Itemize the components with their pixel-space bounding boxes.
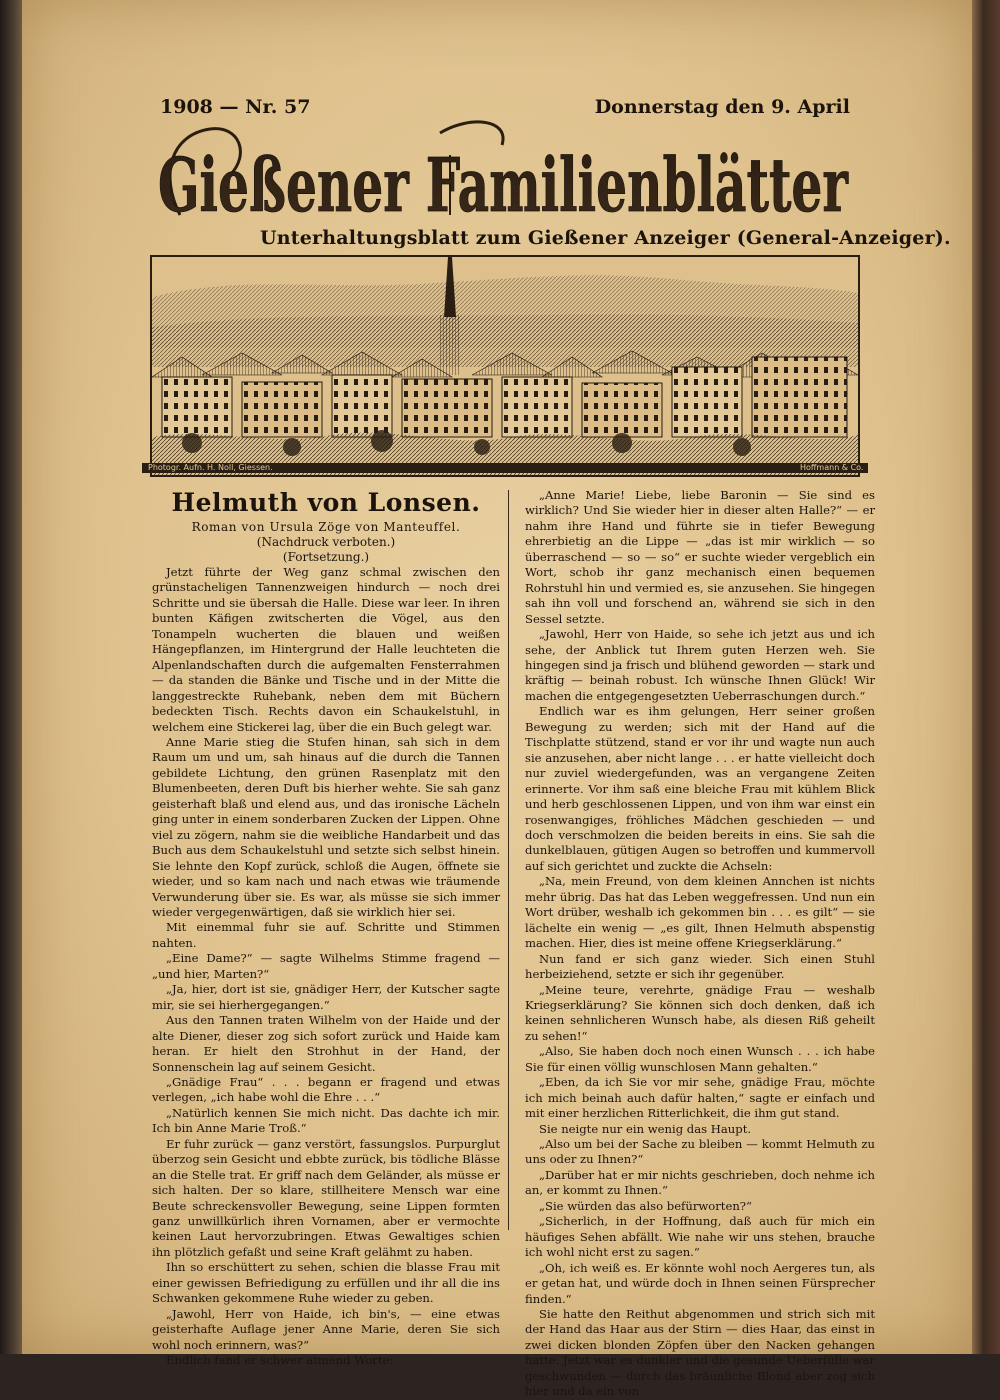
article-paragraph: „Ja, hier, dort ist sie, gnädiger Herr, der Kutscher sagte mir, sie sei hierhergegangen.“ <box>152 982 500 1012</box>
article-paragraph: „Meine teure, verehrte, gnädige Frau — weshalb Kriegserklärung? Sie können sich doch denken, daß ich keinen sehnlicheren Wunsch habe, als diesen Riß geheilt zu sehen!“ <box>525 982 875 1043</box>
book-spine <box>0 0 22 1354</box>
right-paragraphs <box>525 488 875 1400</box>
engraver-mark: Hoffmann & Co. <box>800 463 864 472</box>
article-paragraph: Er fuhr zurück — ganz verstört, fassungslos. Purpurglut überzog sein Gesicht und ebbte zurück, bis tödliche Blässe an die Stelle trat. Er griff nach dem Geländer, als müsse er sich halten. Der so klare, stillheitere Mensch war eine Beute schreckensvoller Bewegung, seine Lippen formten ganz unwillkürlich ihren Vornamen, aber er vermochte keinen Laut hervorzubringen. Etwas Gewaltiges schien ihn plötzlich gefaßt und seine Kraft gelähmt zu haben. <box>152 1136 500 1259</box>
masthead-title <box>150 115 860 245</box>
article-paragraph: „Gnädige Frau“ . . . begann er fragend und etwas verlegen, „ich habe wohl die Ehre . . .“ <box>152 1074 500 1105</box>
masthead-lettering <box>150 115 860 227</box>
article-paragraph: „Jawohl, Herr von Haide, so sehe ich jetzt aus und ich sehe, der Anblick tut Ihrem guten Herzen weh. Sie hingegen sind ja frisch und blühend geworden — stark und kräftig — beinah robust. Ich wünsche Ihnen Glück! Wir machen die entgegengesetzten Ueberraschungen durch.“ <box>525 627 875 703</box>
article-paragraph: „Eine Dame?“ — sagte Wilhelms Stimme fragend — „und hier, Marten?“ <box>152 951 500 981</box>
article-paragraph: „Anne Marie! Liebe, liebe Baronin — Sie sind es wirklich? Und Sie wieder hier in dieser alten Halle?“ — er nahm ihre Hand und führte sie in tiefer Bewegung ehrerbietig an die Lippe — „das ist mir wirklich — so überraschend — so — so“ er suchte wieder vergeblich ein Wort, schob ihr ganz mechanisch einen bequemen Rohrstuhl hin und vermied es, sie anzusehen. Sie hingegen sah ihn voll und forschend an, während sie sich in den Sessel setzte. <box>525 488 875 626</box>
article-paragraph: „Oh, ich weiß es. Er könnte wohl noch Aergeres tun, als er getan hat, und würde doch in Ihnen seinen Fürsprecher finden.“ <box>525 1260 875 1306</box>
issue-number: 1908 — Nr. 57 <box>160 96 311 118</box>
masthead-title-text: Gießener Familienblätter <box>158 143 849 227</box>
article-paragraph: Aus den Tannen traten Wilhelm von der Haide und der alte Diener, dieser zog sich sofort zurück und Haide kam heran. Er hielt den Strohhut in der Hand, der Sonnenschein lag auf seinem Gesicht. <box>152 1013 500 1074</box>
article-paragraph: „Also um bei der Sache zu bleiben — kommt Helmuth zu uns oder zu Ihnen?“ <box>525 1137 875 1167</box>
masthead-subtitle: Unterhaltungsblatt zum Gießener Anzeiger (General-Anzeiger). <box>260 227 951 249</box>
article-paragraph: Jetzt führte der Weg ganz schmal zwischen den grünstacheligen Tannenzweigen hindurch — noch drei Schritte und sie übersah die Halle. Diese war leer. In ihren bunten Käfigen zwitscherten die Vögel, aus den Tonampeln wucherten die blauen und weißen Hängepflanzen, im Hintergrund der Halle leuchteten die Alpenlandschaften durch die aufgemalten Fensterrahmen — da standen die Bänke und Tische und in der Mitte die langgestreckte Ruhebank, neben dem mit Büchern bedeckten Tisch. Rechts davon ein Schaukelstuhl, in welchem eine Stickerei lag, über die ein Buch gelegt war. <box>152 565 500 734</box>
article-paragraph: „Natürlich kennen Sie mich nicht. Das dachte ich mir. Ich bin Anne Marie Troß.“ <box>152 1105 500 1136</box>
photo-credit: Photogr. Aufn. H. Noll, Giessen. <box>148 463 273 472</box>
article-paragraph: Sie hatte den Reithut abgenommen und strich sich mit der Hand das Haar aus der Stirn — dies Haar, das einst in zwei dicken blonden Zöpfen über den Nacken gehangen hatte. Jetzt war es dunkler und die gesunde Ueberfülle war geschwunden — durch das bräunliche Blond aber zog sich hier und da ein von <box>525 1307 875 1399</box>
column-divider <box>508 490 509 1230</box>
left-paragraphs <box>152 565 500 1369</box>
left-column <box>152 488 500 1369</box>
article-paragraph: Nun fand er sich ganz wieder. Sich einen Stuhl herbeiziehend, setzte er sich ihr gegenüber. <box>525 951 875 982</box>
reprint-note: (Nachdruck verboten.) <box>256 535 396 549</box>
article-paragraph: „Eben, da ich Sie vor mir sehe, gnädige Frau, möchte ich mich beinah auch dafür halten,“ sagte er einfach und mit einer herzlichen Ritterlichkeit, die ihm gut stand. <box>525 1075 875 1121</box>
article-paragraph: Endlich war es ihm gelungen, Herr seiner großen Bewegung zu werden; sich mit der Hand auf die Tischplatte stützend, stand er vor ihr und wagte nun auch sie anzusehen, aber nicht lange . . . er hatte vielleicht doch nur zuviel wiedergefunden, was an vergangene Zeiten erinnerte. Vor ihm saß eine bleiche Frau mit kühlem Blick und herb geschlossenen Lippen, und von ihm war einst ein rosenwangiges, fröhliches Mädchen geschieden — und doch verschmolzen die beiden bereits in eins. Sie sah die dunkelblauen, gütigen Augen so betroffen und kummervoll auf sich gerichtet und zuckte die Achseln: <box>525 704 875 873</box>
article-paragraph: Anne Marie stieg die Stufen hinan, sah sich in dem Raum um und um, sah hinaus auf die durch die Tannen gebildete Lichtung, den grünen Rasenplatz mit den Blumenbeeten, deren Duft bis hierher wehte. Sie sah ganz geisterhaft blaß und elend aus, und das ironische Lächeln ging unter in einem sonderbaren Zucken der Lippen. Ohne viel zu zögern, nahm sie die weibliche Handarbeit und das Buch aus dem Schaukelstuhl und setzte sich selbst hinein. Sie lehnte den Kopf zurück, schloß die Augen, öffnete sie wieder, und so kam nach und nach etwas wie träumende Verwunderung über sie. Es war, als müsse sie sich immer wieder vergegenwärtigen, daß sie wirklich hier sei. <box>152 734 500 919</box>
article-paragraph: Endlich fand er schwer atmend Worte: <box>166 1353 394 1368</box>
article-paragraph: „Darüber hat er mir nichts geschrieben, doch nehme ich an, er kommt zu Ihnen.“ <box>525 1167 875 1198</box>
right-column <box>525 488 875 1400</box>
article-paragraph: „Sicherlich, in der Hoffnung, daß auch für mich ein häufiges Sehen abfällt. Wie nahe wir uns stehen, brauche ich wohl nicht erst zu sagen.“ <box>525 1214 875 1260</box>
city-illustration <box>152 257 858 475</box>
article-paragraph: „Sie würden das also befürworten?“ <box>539 1198 752 1213</box>
city-engraving <box>150 255 860 477</box>
story-byline: Roman von Ursula Zöge von Manteuffel. <box>191 520 461 534</box>
article-paragraph: Sie neigte nur ein wenig das Haupt. <box>539 1121 752 1136</box>
book-edge <box>972 0 1000 1354</box>
issue-date: Donnerstag den 9. April <box>594 96 850 118</box>
article-paragraph: Ihn so erschüttert zu sehen, schien die blasse Frau mit einer gewissen Befriedigung zu erfüllen und ihr all die ins Schwanken gekommene Ruhe wieder zu geben. <box>152 1260 500 1306</box>
continuation-note: (Fortsetzung.) <box>282 550 370 564</box>
article-paragraph: „Na, mein Freund, von dem kleinen Annchen ist nichts mehr übrig. Das hat das Leben weggefressen. Und nun ein Wort drüber, weshalb ich gekommen bin . . . es gilt“ — sie lächelte ein wenig — „es gilt, Ihnen Helmuth abspenstig machen. Hier, dies ist meine offene Kriegserklärung.“ <box>525 874 875 951</box>
story-title: Helmuth von Lonsen. <box>171 488 481 517</box>
masthead <box>150 115 951 470</box>
article-paragraph: „Also, Sie haben doch noch einen Wunsch . . . ich habe Sie für einen völlig wunschlosen Mann gehalten.“ <box>525 1044 875 1074</box>
article-paragraph: Mit einemmal fuhr sie auf. Schritte und Stimmen nahten. <box>152 920 500 950</box>
article-paragraph: „Jawohl, Herr von Haide, ich bin's, — eine etwas geisterhafte Auflage jener Anne Marie, deren Sie sich wohl noch erinnern, was?“ <box>152 1306 500 1352</box>
